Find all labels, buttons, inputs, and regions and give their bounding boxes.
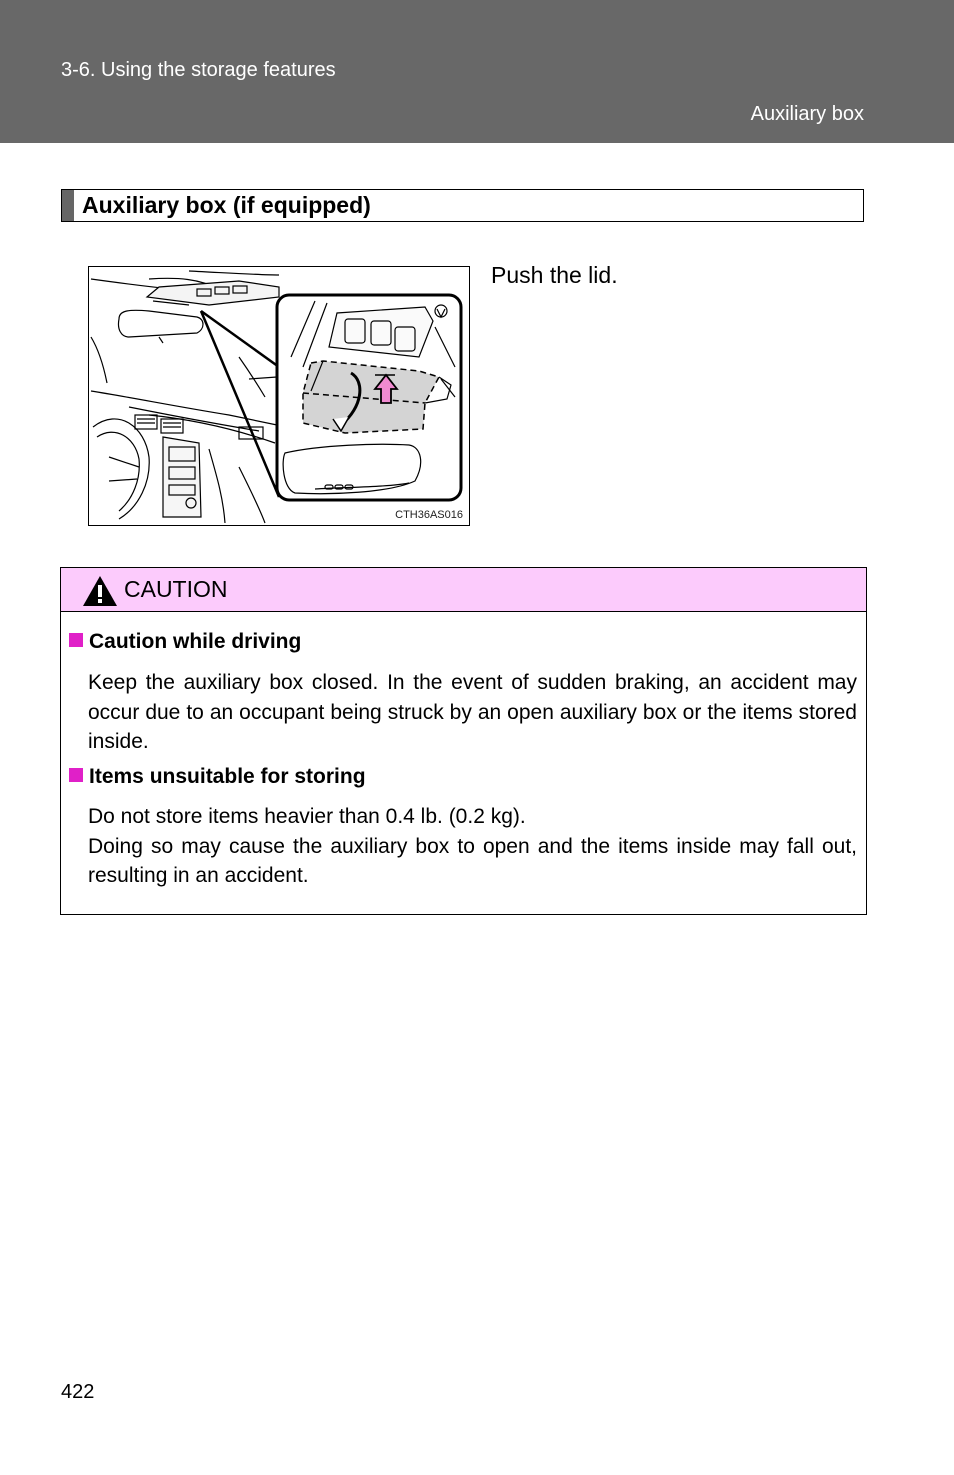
caution-item-body — [88, 802, 857, 891]
instruction-text: Push the lid. — [491, 262, 618, 288]
square-bullet-icon — [69, 768, 83, 782]
caution-paragraph: Keep the auxiliary box closed. In the event of sudden braking, an accident may occur due to an occupant being struck by an open auxiliary box or the items stored inside. — [88, 671, 857, 753]
chapter-title: 3-6. Using the storage features — [61, 59, 336, 81]
square-bullet-icon — [69, 633, 83, 647]
caution-item-title — [69, 765, 366, 789]
caution-box — [60, 567, 867, 915]
section-name: Auxiliary box — [750, 103, 864, 125]
caution-item-title — [69, 630, 301, 654]
caution-paragraph: Doing so may cause the auxiliary box to open and the items inside may fall out, resulting in an accident. — [88, 834, 857, 887]
page-number: 422 — [61, 1381, 95, 1403]
caution-paragraph: Do not store items heavier than 0.4 lb. (0.2 kg). — [88, 805, 526, 828]
car-interior-drawing — [89, 267, 469, 525]
caution-label: CAUTION — [124, 576, 228, 602]
caution-item-body — [88, 668, 857, 757]
warning-icon — [82, 575, 118, 607]
section-title-bar — [62, 190, 74, 221]
page-header — [0, 0, 954, 143]
auxiliary-box-illustration — [88, 266, 470, 526]
section-title: Auxiliary box (if equipped) — [82, 192, 371, 218]
caution-item-title-text: Items unsuitable for storing — [89, 765, 366, 788]
caution-header — [61, 568, 866, 612]
figure-code: CTH36AS016 — [395, 509, 463, 521]
section-title-box — [61, 189, 864, 222]
caution-item-title-text: Caution while driving — [89, 630, 302, 653]
